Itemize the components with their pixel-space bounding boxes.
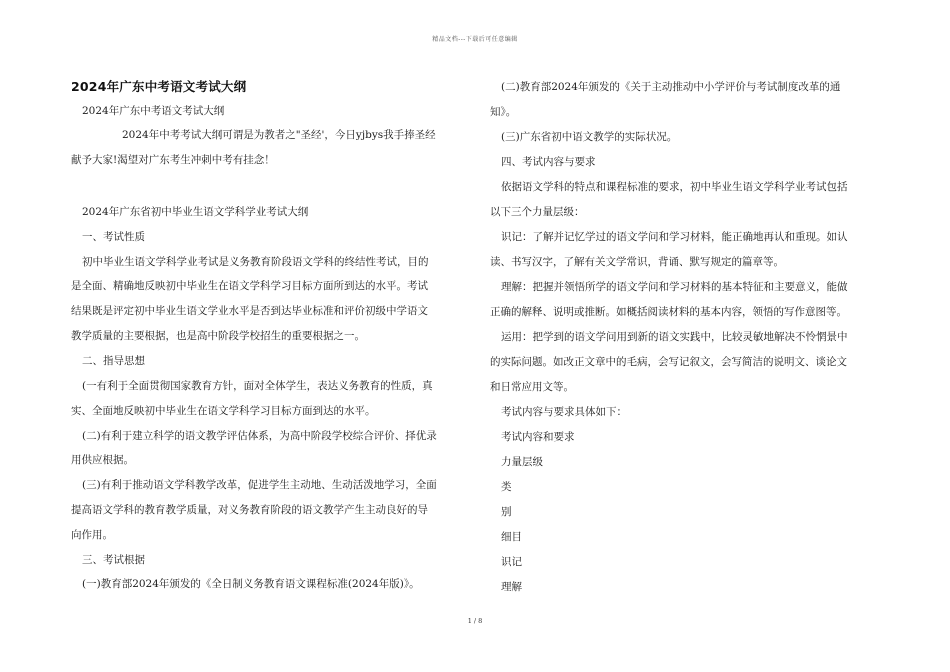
paragraph-line: 2024年广东中考语文考试大纲 bbox=[82, 105, 225, 117]
table-cell-text: 考试内容和要求 bbox=[501, 431, 575, 443]
paragraph-line: 以下三个力量层级： bbox=[490, 206, 585, 218]
table-cell-text: 识记 bbox=[501, 556, 522, 568]
paragraph-line: 理解：把握并领悟所学的语文学问和学习材料的基本特征和主要意义，能做 bbox=[501, 281, 848, 293]
paragraph-line: (三)广东省初中语文教学的实际状况。 bbox=[501, 131, 678, 143]
section-heading: 三、考试根据 bbox=[82, 554, 145, 566]
paragraph-line: 运用：把学到的语文学问用到新的语文实践中，比较灵敏地解决不怜惘景中 bbox=[501, 331, 848, 343]
paragraph-line: 教学质量的主要根据，也是高中阶段学校招生的重要根据之一。 bbox=[71, 330, 365, 342]
page-number: 1 / 8 bbox=[467, 617, 483, 625]
paragraph-line: 提高语文学科的教育教学质量，对义务教育阶段的语文教学产生主动良好的导 bbox=[71, 504, 428, 516]
paragraph-line: 2024年广东省初中毕业生语文学科学业考试大纲 bbox=[82, 206, 309, 218]
paragraph-line: 结果既是评定初中毕业生语文学业水平是否到达毕业标准和评价初级中学语文 bbox=[71, 305, 428, 317]
table-cell-text: 力量层级 bbox=[501, 456, 543, 468]
paragraph-line: 正确的解释、说明或推断。如概括阅读材料的基本内容，领悟的写作意图等。 bbox=[490, 306, 847, 318]
paragraph-line: 向作用。 bbox=[71, 529, 113, 541]
paragraph-line: (一有利于全面贯彻国家教育方针，面对全体学生，表达义务教育的性质，真 bbox=[82, 380, 433, 392]
paragraph-line: 知》。 bbox=[490, 106, 517, 118]
paragraph-line: (一)教育部2024年颁发的《全日制义务教育语文课程标准(2024年版)》。 bbox=[82, 578, 420, 590]
paragraph-line: 实、全面地反映初中毕业生在语文学科学习目标方面到达的水平。 bbox=[71, 405, 376, 417]
section-heading: 一、考试性质 bbox=[82, 231, 145, 243]
table-cell-text: 理解 bbox=[501, 581, 522, 593]
paragraph-line: (三)有利于推动语文学科教学改革，促进学生主动地、生动活泼地学习，全面 bbox=[82, 479, 437, 491]
paragraph-line: 考试内容与要求具体如下： bbox=[501, 406, 627, 418]
section-heading: 二、指导思想 bbox=[82, 355, 145, 367]
paragraph-line: 识记：了解并记忆学过的语文学问和学习材料，能正确地再认和重现。如认 bbox=[501, 231, 848, 243]
paragraph-line: 读、书写汉字，了解有关文学常识，背诵、默写规定的篇章等。 bbox=[490, 256, 784, 268]
table-cell-text: 类 bbox=[501, 481, 512, 493]
paragraph-line: 用供应根据。 bbox=[71, 454, 134, 466]
document-title: 2024年广东中考语文考试大纲 bbox=[71, 79, 247, 94]
table-cell-text: 别 bbox=[501, 506, 512, 518]
paragraph-line: 和日常应用文等。 bbox=[490, 381, 574, 393]
paragraph-line: (二)有利于建立科学的语文教学评估体系，为高中阶段学校综合评价、择优录 bbox=[82, 430, 437, 442]
paragraph-line: 2024年中考考试大纲可谓是为教者之"圣经'，今日yjbys我手捧圣经 bbox=[122, 129, 436, 141]
page-header-note: 精品文档---下载后可任意编辑 bbox=[432, 36, 518, 43]
paragraph-line: 的实际问题。如改正文章中的毛病，会写记叙文，会写简洁的说明文、谈论文 bbox=[490, 356, 847, 368]
paragraph-line: 初中毕业生语文学科学业考试是义务教育阶段语文学科的终结性考试，目的 bbox=[82, 256, 429, 268]
section-heading: 四、考试内容与要求 bbox=[501, 156, 596, 168]
paragraph-line: 是全面、精确地反映初中毕业生在语文学科学习目标方面所到达的水平。考试 bbox=[71, 280, 428, 292]
paragraph-line: 献予大家!渴望对广东考生冲刺中考有挂念！ bbox=[71, 154, 275, 166]
paragraph-line: 依据语文学科的特点和课程标准的要求，初中毕业生语文学科学业考试包括 bbox=[501, 181, 848, 193]
table-cell-text: 细目 bbox=[501, 531, 522, 543]
paragraph-line: (二)教育部2024年颁发的《关于主动推动中小学评价与考试制度改革的通 bbox=[501, 81, 841, 93]
